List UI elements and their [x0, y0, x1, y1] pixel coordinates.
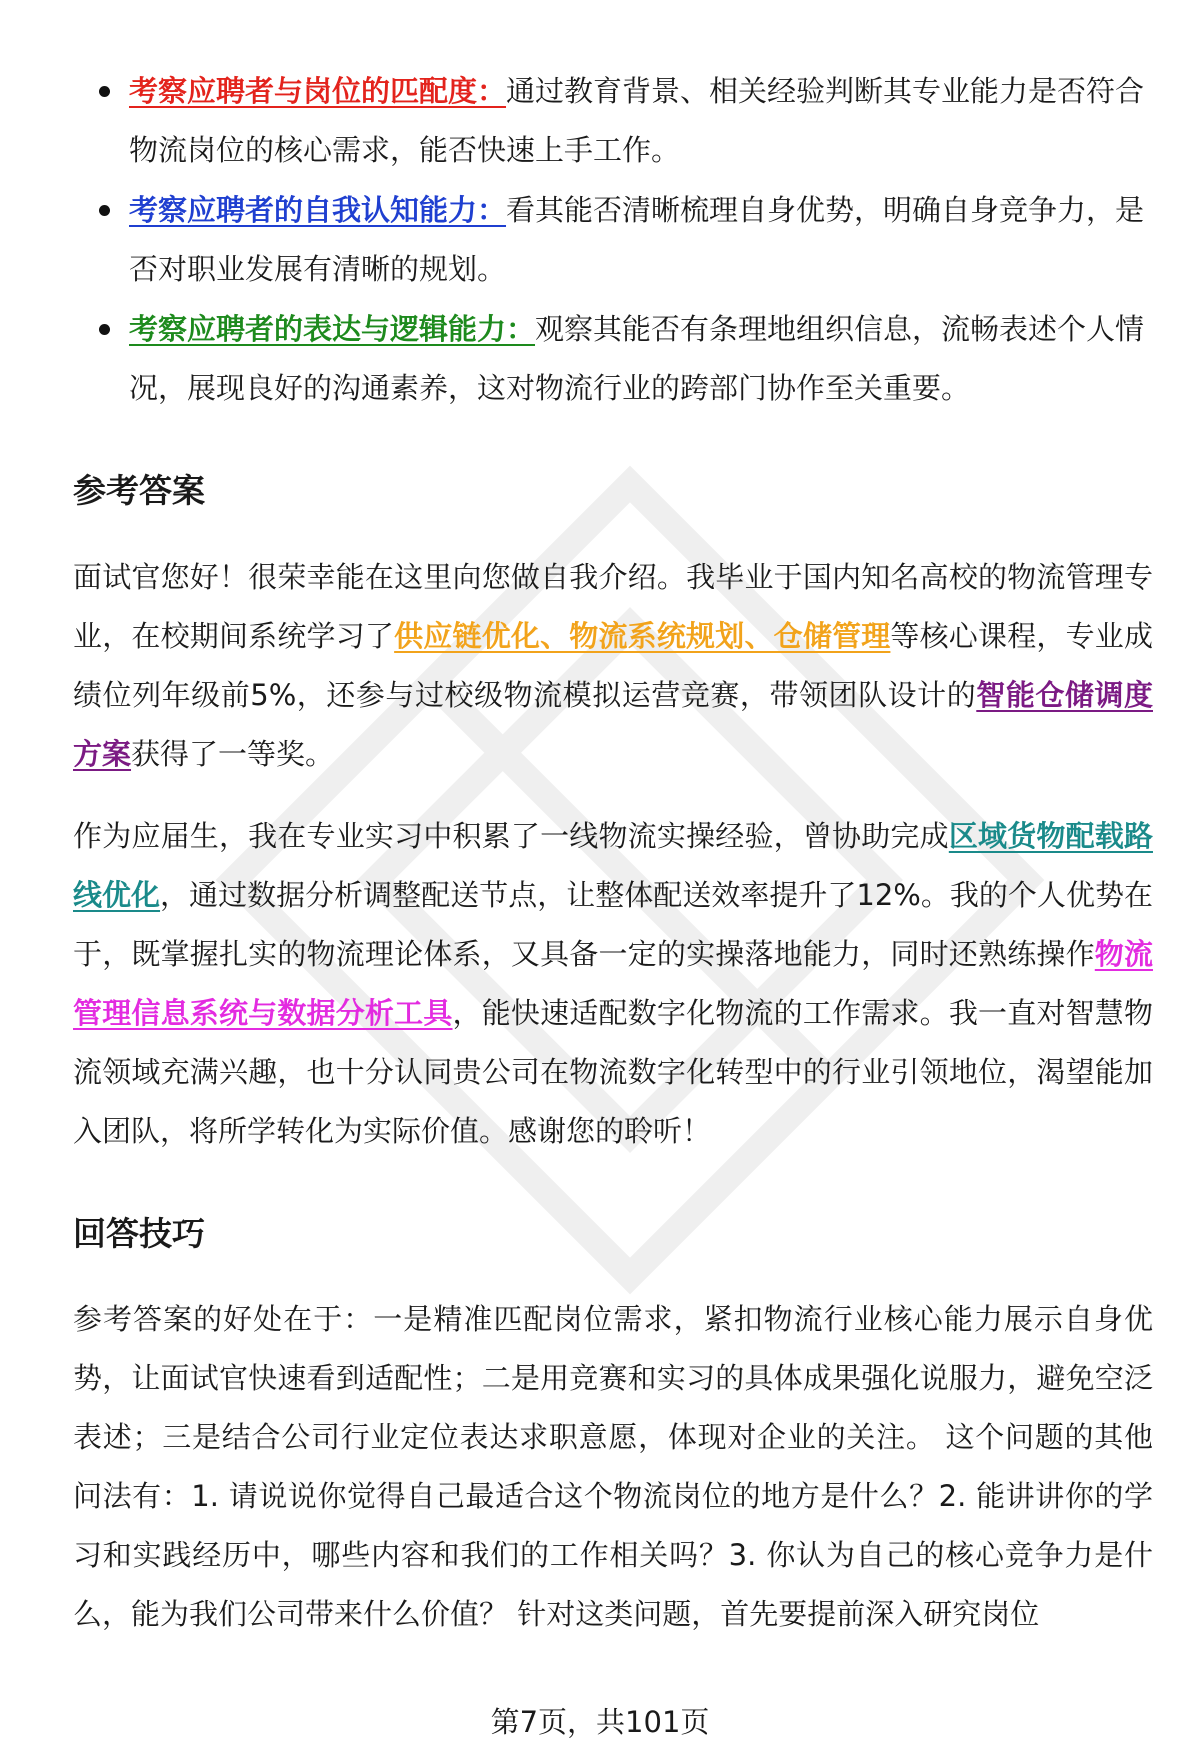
highlight-award-project: 智能仓储调度方案	[73, 678, 1153, 771]
list-item	[73, 181, 1153, 299]
bullet-icon	[99, 205, 110, 216]
bullet-icon	[99, 324, 110, 335]
assessment-points	[73, 62, 1153, 418]
answer-text: ，通过数据分析调整配送节点，让整体配送效率提升了12%。我的个人优势在于，既掌握扎实的物流理论体系，又具备一定的实操落地能力，同时还熟练操作	[73, 878, 1153, 971]
bullet-icon	[99, 86, 110, 97]
list-item	[73, 62, 1153, 180]
answer-paragraph-1	[73, 548, 1153, 784]
page-number: 第7页，共101页	[490, 1705, 710, 1739]
section-heading-answer: 参考答案	[73, 471, 205, 510]
bullet-text: 看其能否清晰梳理自身优势，明确自身竞争力，是否对职业发展有清晰的规划。	[129, 193, 1145, 286]
highlight-route-optimization: 区域货物配载路线优化	[73, 819, 1153, 912]
answer-text: ，能快速适配数字化物流的工作需求。我一直对智慧物流领域充满兴趣，也十分认同贵公司在物流数字化转型中的行业引领地位，渴望能加入团队，将所学转化为实际价值。感谢您的聆听！	[73, 996, 1153, 1148]
keyword-self-awareness: 考察应聘者的自我认知能力：	[129, 193, 507, 227]
bullet-text: 观察其能否有条理地组织信息，流畅表述个人情况，展现良好的沟通素养，这对物流行业的跨部门协作至关重要。	[129, 312, 1145, 405]
keyword-match: 考察应聘者与岗位的匹配度：	[129, 74, 507, 108]
answer-text: 作为应届生，我在专业实习中积累了一线物流实操经验，曾协助完成	[73, 819, 949, 853]
tips-paragraph: 参考答案的好处在于：一是精准匹配岗位需求，紧扣物流行业核心能力展示自身优势，让面试官快速看到适配性；二是用竞赛和实习的具体成果强化说服力，避免空泛表述；三是结合公司行业定位表达求职意愿，体现对企业的关注。 这个问题的其他问法有：1. 请说说你觉得自己最适合这个物流岗位的地方是什么？2. 能讲讲你的学习和实践经历中，哪些内容和我们的工作相关吗？3. 你认为自己的核心竞争力是什么，能为我们公司带来什么价值？ 针对这类问题，首先要提前深入研究岗位	[73, 1302, 1153, 1631]
highlight-courses: 供应链优化、物流系统规划、仓储管理	[394, 619, 891, 653]
page-content	[73, 62, 1153, 1644]
answer-text: 获得了一等奖。	[131, 737, 335, 771]
list-item	[73, 300, 1153, 418]
answer-text: 面试官您好！很荣幸能在这里向您做自我介绍。我毕业于国内知名高校的物流管理专业，在校期间系统学习了	[73, 560, 1153, 653]
answer-text: 等核心课程，专业成绩位列年级前5%，还参与过校级物流模拟运营竞赛，带领团队设计的	[73, 619, 1153, 712]
section-heading-tips: 回答技巧	[73, 1214, 205, 1253]
keyword-expression: 考察应聘者的表达与逻辑能力：	[129, 312, 536, 346]
highlight-tools: 物流管理信息系统与数据分析工具	[73, 937, 1153, 1030]
answer-paragraph-2	[73, 807, 1153, 1161]
bullet-text: 通过教育背景、相关经验判断其专业能力是否符合物流岗位的核心需求，能否快速上手工作。	[129, 74, 1145, 167]
